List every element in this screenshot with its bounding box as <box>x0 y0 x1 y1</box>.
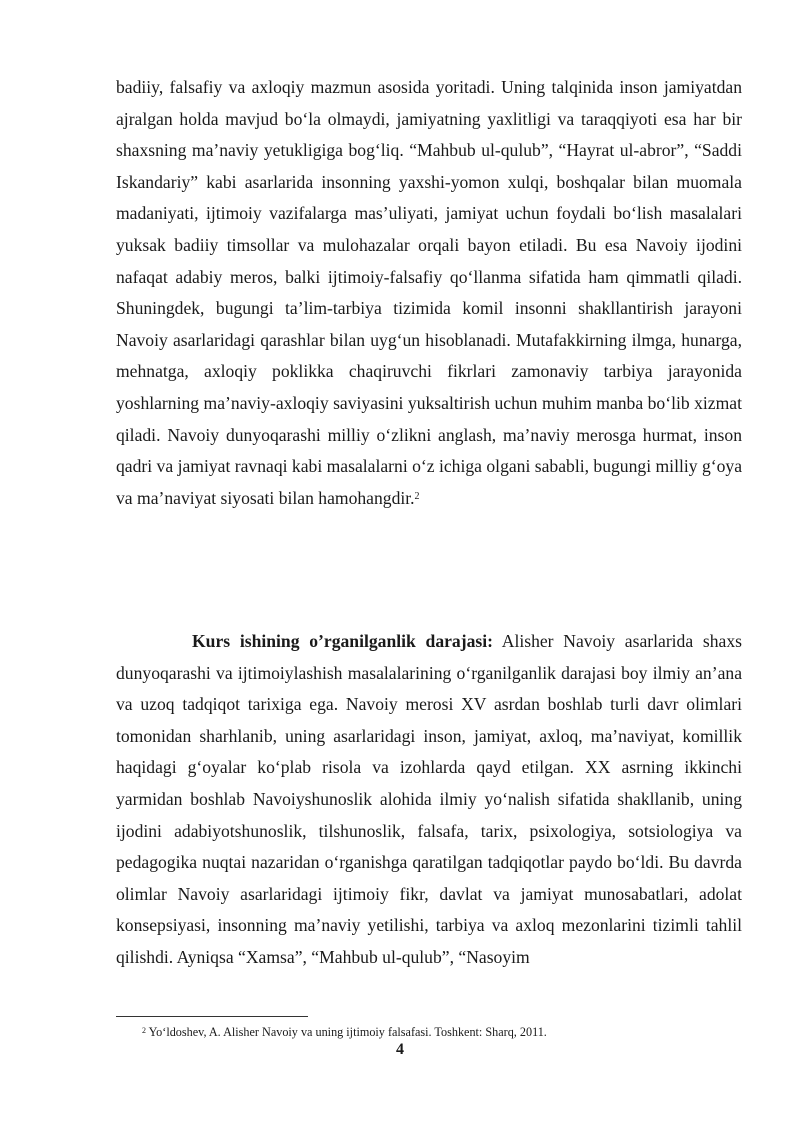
paragraph-1-text: badiiy, falsafiy va axloqiy mazmun asosida yoritadi. Uning talqinida inson jamiyatdan ajralgan holda mavjud bo‘la olmaydi, jamiyatning yaxlitligi va taraqqiyoti esa har bir shaxsning ma’naviy yetukligiga bog‘liq. “Mahbub ul-qulub”, “Hayrat ul-abror”, “Saddi Iskandariy” kabi asarlarida insonning yaxshi-yomon xulqi, boshqalar bilan muomala madaniyati, ijtimoiy vazifalarga mas’uliyati, jamiyat uchun foydali bo‘lish masalalari yuksak badiiy timsollar va mulohazalar orqali bayon etiladi. Bu esa Navoiy ijodini nafaqat adabiy meros, balki ijtimoiy-falsafiy qo‘llanma sifatida ham qimmatli qiladi. Shuningdek, bugungi ta’lim-tarbiya tizimida komil insonni shakllantirish jarayoni Navoiy asarlaridagi qarashlar bilan uyg‘un hisoblanadi. Mutafakkirning ilmga, hunarga, mehnatga, axloqiy poklikka chaqiruvchi fikrlari zamonaviy tarbiya jarayonida yoshlarning ma’naviy-axloqiy saviyasini yuksaltirish uchun muhim manba bo‘lib xizmat qiladi. Navoiy dunyoqarashi milliy o‘zlikni anglash, ma’naviy merosga hurmat, inson qadri va jamiyat ravnaqi kabi masalalarni o‘z ichiga olgani sababli, bugungi milliy g‘oya va ma’naviyat siyosati bilan hamohangdir. <box>116 77 742 508</box>
footnote-number: 2 <box>142 1026 146 1035</box>
paragraph-2-text: Alisher Navoiy asarlarida shaxs dunyoqarashi va ijtimoiylashish masalalarining o‘rganilganlik darajasi boy ilmiy an’ana va uzoq tadqiqot tarixiga ega. Navoiy merosi XV asrdan boshlab turli davr olimlari tomonidan sharhlanib, uning asarlaridagi inson, jamiyat, axloq, ma’naviyat, komillik haqidagi g‘oyalar ko‘plab risola va izohlarda qayd etilgan. XX asrning ikkinchi yarmidan boshlab Navoiyshunoslik alohida ilmiy yo‘nalish sifatida shakllanib, uning ijodini adabiyotshunoslik, tilshunoslik, falsafa, tarix, psixologiya, sotsiologiya va pedagogika nuqtai nazaridan o‘rganishga qaratilgan tadqiqotlar paydo bo‘ldi. Bu davrda olimlar Navoiy asarlaridagi ijtimoiy fikr, davlat va jamiyat munosabatlari, adolat konsepsiyasi, insonning ma’naviy yetilishi, tarbiya va axloq mezonlarini tizimli tahlil qilishdi. Ayniqsa “Xamsa”, “Mahbub ul-qulub”, “Nasoyim <box>116 631 742 967</box>
footnote-reference[interactable]: 2 <box>414 490 420 502</box>
footnote-text: Yo‘ldoshev, A. Alisher Navoiy va uning ijtimoiy falsafasi. Toshkent: Sharq, 2011. <box>146 1025 547 1039</box>
footnote <box>142 1024 742 1040</box>
section-heading: Kurs ishining o’rganilganlik darajasi: <box>192 631 493 651</box>
footnote-divider <box>116 1016 308 1017</box>
body-paragraph-2 <box>116 626 742 974</box>
page-number: 4 <box>396 1041 404 1058</box>
body-paragraph-1 <box>116 72 742 514</box>
